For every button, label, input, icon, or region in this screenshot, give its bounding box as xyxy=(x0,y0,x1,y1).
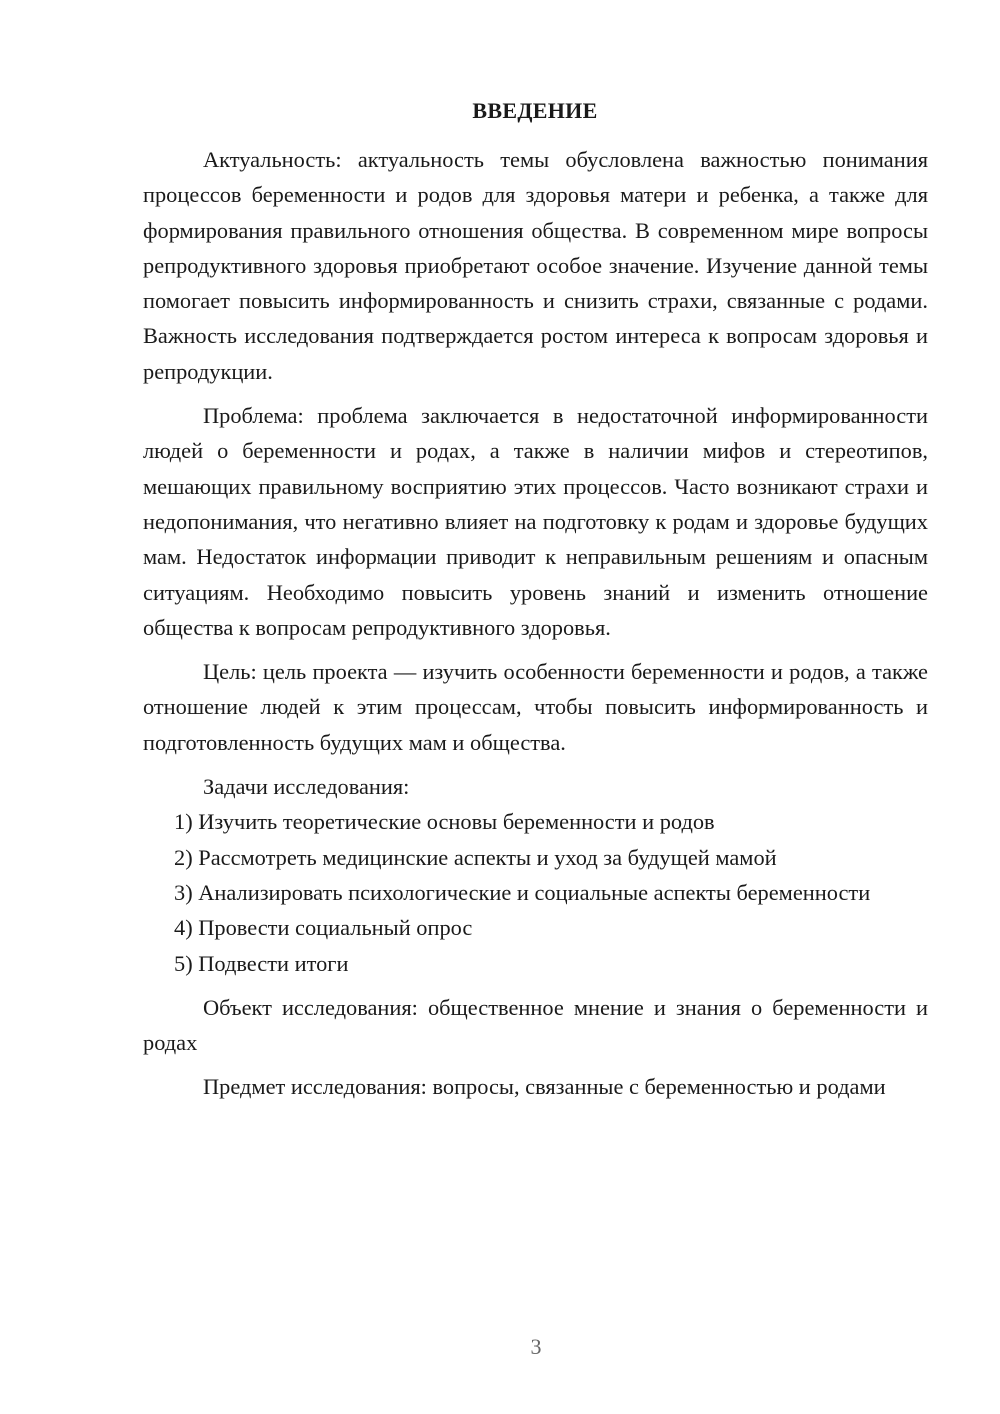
task-item: 1) Изучить теоретические основы беременности и родов xyxy=(174,809,715,835)
relevance-paragraph: Актуальность: актуальность темы обусловлена важностью понимания процессов беременности и родов для здоровья матери и ребенка, а также для формирования правильного отношения общества. В современном мире вопросы репродуктивного здоровья приобретают особое значение. Изучение данной темы помогает повысить информированность и снизить страхи, связанные с родами. Важность исследования подтверждается ростом интереса к вопросам здоровья и репродукции. xyxy=(143,147,928,384)
object-paragraph: Объект исследования: общественное мнение и знания о беременности и родах xyxy=(143,994,928,1056)
document-body xyxy=(143,142,928,1105)
task-item: 5) Подвести итоги xyxy=(174,950,349,976)
page-title: ВВЕДЕНИЕ xyxy=(472,98,598,123)
task-item: 4) Провести социальный опрос xyxy=(174,915,473,941)
problem-paragraph: Проблема: проблема заключается в недостаточной информированности людей о беременности и родах, а также в наличии мифов и стереотипов, мешающих правильному восприятию этих процессов. Часто возникают страхи и недопонимания, что негативно влияет на подготовку к родам и здоровье будущих мам. Недостаток информации приводит к неправильным решениям и опасным ситуациям. Необходимо повысить уровень знаний и изменить отношение общества к вопросам репродуктивного здоровья. xyxy=(143,403,928,640)
subject-paragraph: Предмет исследования: вопросы, связанные с беременностью и родами xyxy=(203,1074,886,1100)
task-item: 2) Рассмотреть медицинские аспекты и уход за будущей мамой xyxy=(174,844,777,870)
task-item: 3) Анализировать психологические и социальные аспекты беременности xyxy=(174,879,871,905)
page-number: 3 xyxy=(530,1334,542,1359)
goal-paragraph: Цель: цель проекта — изучить особенности беременности и родов, а также отношение людей к этим процессам, чтобы повысить информированность и подготовленность будущих мам и общества. xyxy=(143,659,928,755)
tasks-heading: Задачи исследования: xyxy=(203,774,410,800)
